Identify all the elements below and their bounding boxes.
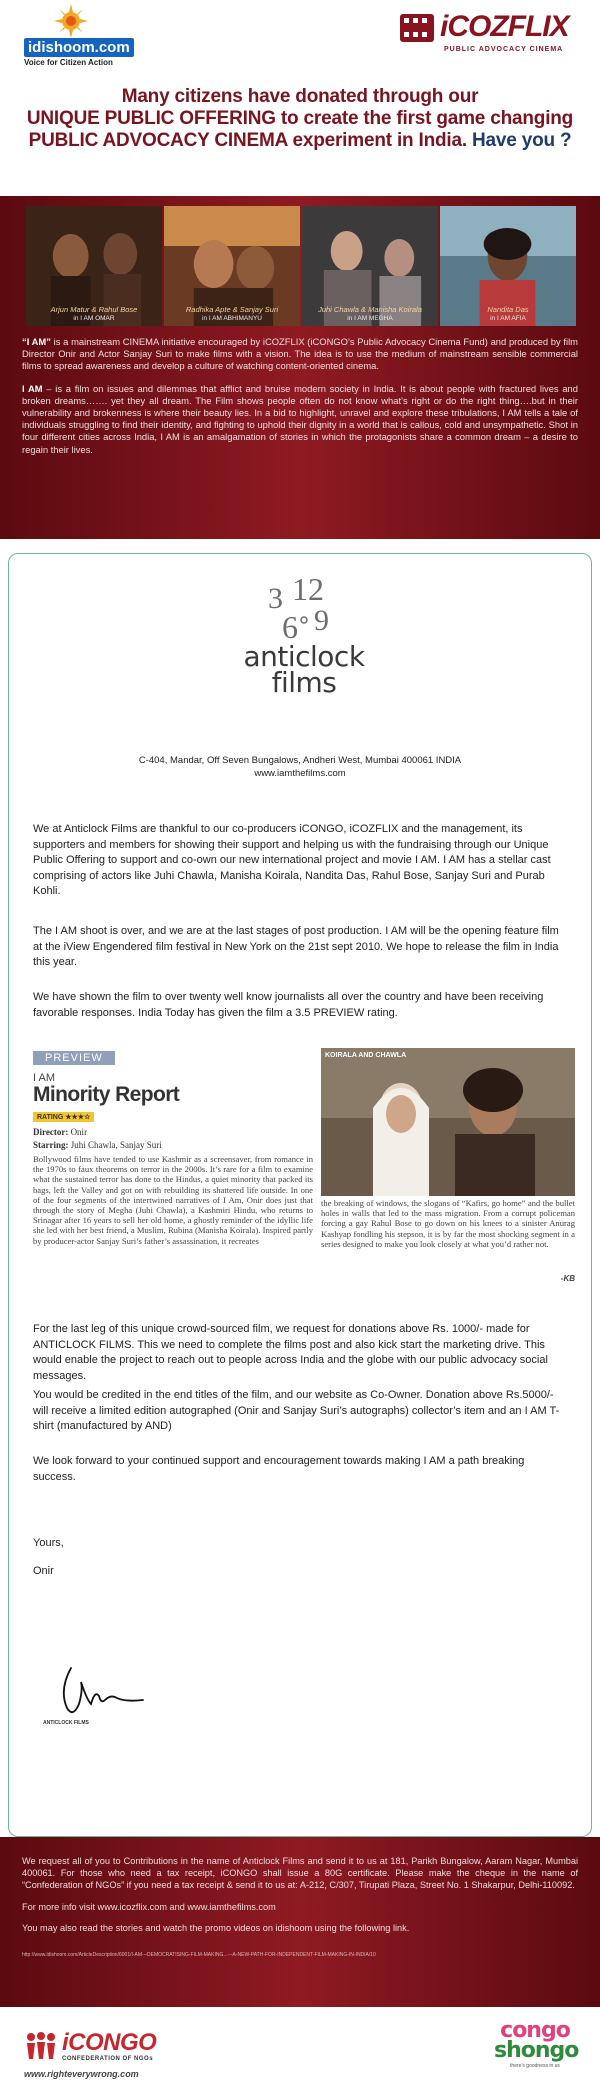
still-actors: Radhika Apte & Sanjay Suri <box>185 305 279 314</box>
still-role: in I AM OMAR <box>73 315 115 322</box>
contribution-instructions: We request all of you to Contributions in the name of Anticlock Films and send it to us at 181, Parikh Bungalow, Aaram Nagar, Mumbai 400061. For those who need a tax receipt, iCONGO shall issue a 80G certificate. Please make the cheque in the name of “Confederation of NGOs” if you need a tax receipt & send it to us at: A-212, C/307, Tirupati Plaza, Street No. 1 Shakarpur, Delhi-110092. <box>22 1856 578 1891</box>
svg-text:9: 9 <box>314 604 329 637</box>
footer <box>0 2007 600 2095</box>
intro-p2-text: – is a film on issues and dilemmas that afflict and bruise modern society in India. It is about people with fractured lives and broken dreams……. yet they all dream. The Film shows people often do not know what’s right or do the right thing….but in their vulnerability and brokenness is where their beauty lies. In a bid to highlight, unravel and explore these tribulations, I AM tells a tale of individuals struggling to find their identity, and fighting to uphold their dignity in a world that is callous, cold and unsympathetic. Shot in four different cities across India, I AM is an amalgamation of stories in which the protagonists share a common dream – a desire to regain their lives. <box>22 382 578 455</box>
film-reel-icon <box>398 8 438 48</box>
more-info-links[interactable]: For more info visit www.icozflix.com and www.iamthefilms.com <box>22 1901 276 1912</box>
website-link[interactable]: www.iamthefilms.com <box>254 768 346 779</box>
icozflix-tagline: PUBLIC ADVOCACY CINEMA <box>444 46 564 53</box>
still-role: in I AM MEGHA <box>347 315 393 322</box>
rating-badge: RATING ★★★☆ <box>33 1112 94 1122</box>
anticlock-films-logo <box>234 574 374 704</box>
letter-address <box>9 754 591 780</box>
starring-names: Juhi Chawla, Sanjay Suri <box>68 1140 162 1150</box>
congo-shongo-tagline: there's goodness in us <box>510 2063 560 2069</box>
clipping-photo <box>321 1048 575 1196</box>
letter-paragraph-6: We look forward to your continued support and encouragement towards making I AM a path breaking success. <box>33 1455 525 1483</box>
review-text-column-2: the breaking of windows, the slogans of “Kafirs, go home” and the bullet holes in walls that led to the mass migration. From a corrupt policeman forcing a gay Rahul Bose to go down on his knees to a sinister Anurag Kashyap fondling his stepson, it is by far the most shocking segment in a series designed to make you look closely at what you’d rather not. <box>321 1198 575 1249</box>
still-role: in I AM ABHIMANYU <box>202 315 262 322</box>
anticlock-wordmark <box>234 640 374 699</box>
still-actors: Juhi Chawla & Manisha Koirala <box>318 305 422 314</box>
congo-word: congo <box>500 2018 570 2043</box>
stories-note: You may also read the stories and watch the promo videos on idishoom using the following link. <box>22 1922 410 1933</box>
letter-paragraph-1: We at Anticlock Films are thankful to our co-producers iCONGO, iCOZFLIX and the management, its supporters and members for showing their support and helping us with the fundraising through our Unique Public Offering to support and co-own our new international project and movie I AM. I AM has a stellar cast comprising of actors like Juhi Chawla, Manisha Koirala, Nandita Das, Rahul Bose, Sanjay Suri and Purab Kohli. <box>33 823 551 897</box>
sun-burst-icon <box>54 4 88 38</box>
reviewer-initials: -KB <box>560 1274 575 1283</box>
still-role: in I AM AFIA <box>490 315 526 322</box>
idishoom-wordmark: idishoom.com <box>24 38 134 57</box>
idishoom-logo[interactable] <box>24 4 130 67</box>
idishoom-article-link[interactable]: http://www.idishoom.com/ArticleDescription/6001/I-AM---DEMOCRATISING-FILM-MAKING...---A-NEW-PATH-FOR-INDEPENDENT-FILM-MAKING-IN-INDIA/10 <box>22 1952 376 1959</box>
letter-paragraph-5: You would be credited in the end titles of the film, and our website as Co-Owner. Donation above Rs.5000/- will receive a limited edition autographed (Onir and Sanjay Suri’s autographs) collector’s item and an I AM T-shirt (manufactured by AND) <box>33 1389 560 1432</box>
intro-band <box>0 196 600 539</box>
letter-paragraph-2: The I AM shoot is over, and we are at the last stages of post production. I AM will be the opening feature film at the iView Engendered film festival in New York on the 21st sept 2010. We hope to release the film in India this year. <box>33 925 559 968</box>
letter-card <box>8 553 592 1837</box>
headline-line-1: Many citizens have donated through our <box>121 86 479 107</box>
shongo-word: shongo <box>494 2038 579 2063</box>
icongo-figures-icon <box>24 2031 58 2061</box>
starring-label: Starring: <box>33 1140 69 1150</box>
film-still-afia <box>440 206 576 326</box>
headline-line-3 <box>10 130 590 152</box>
clipping-photo-image <box>321 1048 575 1196</box>
headline <box>0 78 600 196</box>
clipping-starring <box>33 1140 313 1150</box>
intro-p1-text: is a mainstream CINEMA initiative encouraged by iCOZFLIX (iCONGO’s Public Advocacy Cinema Fund) and produced by film Director Onir and Actor Sanjay Suri to make films with a vision. The idea is to use the medium of mainstream sensible commercial films to spread awareness and develop a culture of watching content-oriented cinema. <box>22 336 578 372</box>
clipping-left-column <box>33 1048 313 1298</box>
photo-caption: KOIRALA AND CHAWLA <box>325 1052 407 1059</box>
clipping-title: Minority Report <box>33 1083 180 1106</box>
headline-line-3-main: PUBLIC ADVOCACY CINEMA experiment in India. <box>28 130 467 151</box>
signature-label: ANTICLOCK FILMS <box>43 1720 89 1726</box>
director-name: Onir <box>68 1127 88 1137</box>
intro-p1-lead: “I AM” <box>22 336 51 347</box>
icongo-subtitle: CONFEDERATION OF NGOs <box>62 2056 154 2062</box>
film-still-abhimanyu <box>164 206 300 326</box>
film-still-megha <box>302 206 438 326</box>
idishoom-tagline: Voice for Citizen Action <box>24 58 113 67</box>
films-word: films <box>271 666 337 699</box>
icongo-website[interactable]: www.righteverywrong.com <box>24 2069 139 2079</box>
letter-closing: Yours, <box>33 1537 64 1549</box>
header <box>0 0 600 78</box>
contribution-band <box>0 1837 600 2007</box>
letter-wrapper <box>0 539 600 1837</box>
still-caption <box>302 305 438 323</box>
clipping-director <box>33 1127 313 1137</box>
clock-numbers-icon <box>234 574 374 644</box>
film-stills-strip <box>26 206 576 326</box>
review-text-column-1: Bollywood films have tended to use Kashmir as a screensaver, from romance in the 1970s to faux theorems on terror in the 2000s. It’s rare for a film to examine what the sustained terror has done to the Hindus, a quiet minority that packed its bags, left the Valley and got on with rebuilding its shattered life outside. In one of the four segments of the intertwined narratives of I Am, Onir does just that through the story of Megha (Juhi Chawla), a Kashmiri Hindu, who returns to Srinagar after 16 years to sell her old home, a ghostly reminder of the idyllic life she led with her best friend, a Muslim, Rubina (Manisha Koirala). Inspired partly by producer-actor Sanjay Suri’s father’s assassination, it recreates <box>33 1154 313 1246</box>
icozflix-logo[interactable] <box>398 6 576 58</box>
icongo-logo[interactable] <box>24 2025 174 2085</box>
press-clipping <box>33 1048 575 1298</box>
intro-p2-lead: I AM <box>22 382 43 394</box>
film-still-omar <box>26 206 162 326</box>
still-actors: Nandita Das <box>487 305 529 314</box>
congo-shongo-logo[interactable] <box>494 2018 579 2087</box>
handwritten-signature <box>57 1660 147 1720</box>
address-line: C-404, Mandar, Off Seven Bungalows, Andheri West, Mumbai 400061 INDIA <box>138 755 462 766</box>
icozflix-wordmark: iCOZFLIX <box>440 10 569 43</box>
svg-text:6: 6 <box>282 609 298 644</box>
still-caption <box>164 305 300 323</box>
svg-text:12: 12 <box>292 574 324 607</box>
intro-paragraph-2 <box>22 383 578 456</box>
clipping-right-column <box>321 1048 575 1298</box>
still-caption <box>26 305 162 323</box>
headline-question: Have you ? <box>472 130 572 151</box>
anticlock-word: anticlock <box>243 640 365 673</box>
letter-signer: Onir <box>33 1565 54 1577</box>
headline-line-2: UNIQUE PUBLIC OFFERING to create the first game changing <box>26 108 574 129</box>
icongo-wordmark: iCONGO <box>62 2029 157 2056</box>
intro-paragraph-1 <box>22 336 578 373</box>
clipping-kicker: I AM <box>33 1072 56 1084</box>
svg-text:3: 3 <box>268 582 283 615</box>
letter-paragraph-4: For the last leg of this unique crowd-sourced film, we request for donations above Rs. 1000/- made for ANTICLOCK FILMS. This we need to complete the films post and also kick start the marketing drive. This would enable the project to reach out to people across India and the globe with our public advocacy social messages. <box>33 1323 548 1382</box>
director-label: Director: <box>33 1127 69 1137</box>
still-caption <box>440 305 576 323</box>
letter-paragraph-3: We have shown the film to over twenty well know journalists all over the country and have been receiving favorable responses. India Today has given the film a 3.5 PREVIEW rating. <box>33 991 544 1019</box>
preview-badge: PREVIEW <box>33 1051 115 1065</box>
still-actors: Arjun Matur & Rahul Bose <box>50 305 138 314</box>
